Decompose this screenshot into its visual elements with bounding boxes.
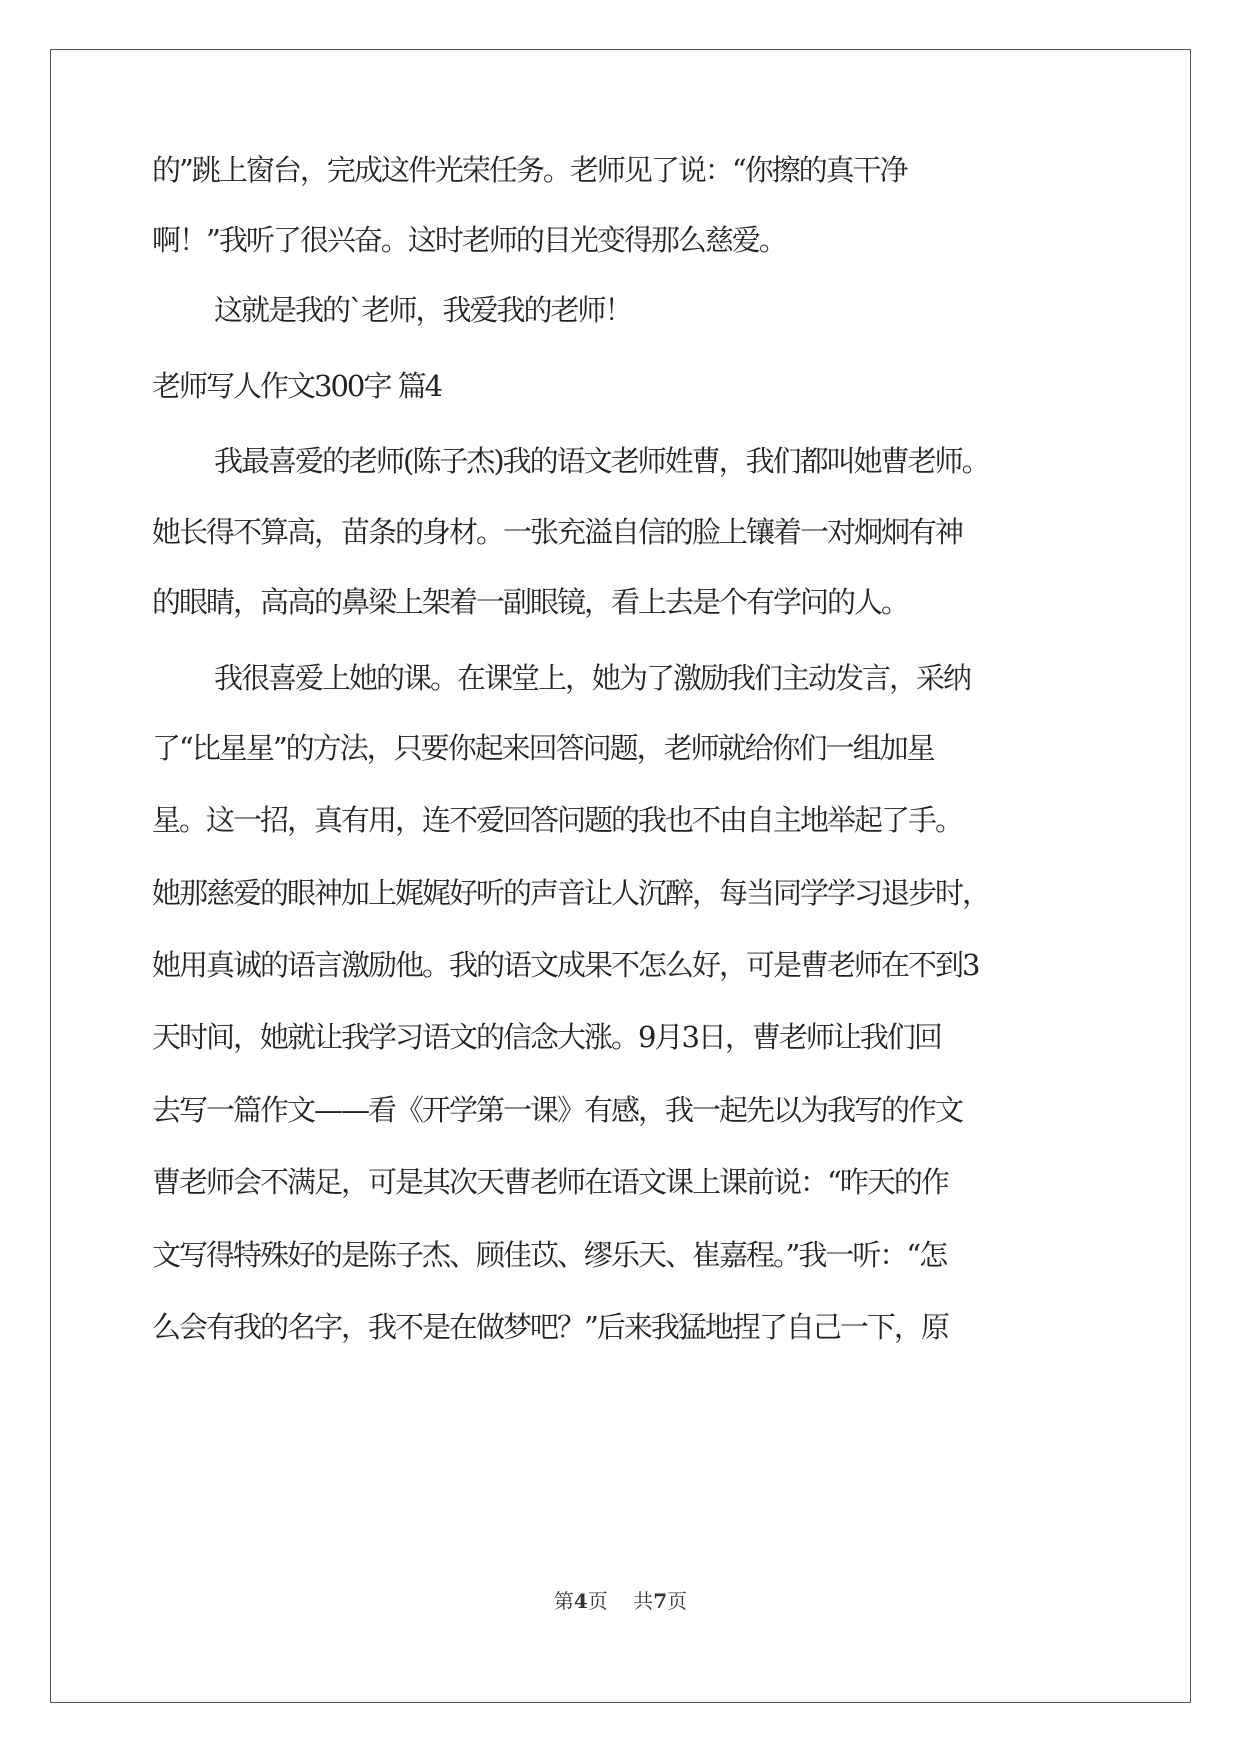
text-line: 我很喜爱上她的课。在课堂上，她为了激励我们主动发言，采纳	[214, 661, 971, 695]
footer-prefix: 第	[553, 1589, 574, 1613]
text-line: 去写一篇作文——看《开学第一课》有感，我一起先以为我写的作文	[152, 1093, 963, 1127]
section-heading: 老师写人作文300字 篇4	[152, 369, 442, 403]
text-line: 星。这一招，真有用，连不爱回答问题的我也不由自主地举起了手。	[152, 803, 963, 837]
text-line: 文写得特殊好的是陈子杰、顾佳苡、缪乐天、崔嘉程。”我一听：“怎	[152, 1238, 947, 1272]
text-line: 曹老师会不满足，可是其次天曹老师在语文课上课前说：“昨天的作	[152, 1165, 948, 1199]
page-footer	[0, 1585, 1241, 1614]
text-line: 么会有我的名字，我不是在做梦吧？”后来我猛地捏了自己一下，原	[152, 1310, 948, 1344]
text-line: 的眼睛，高高的鼻梁上架着一副眼镜，看上去是个有学问的人。	[152, 585, 909, 619]
footer-middle: 页 共	[587, 1589, 654, 1613]
footer-suffix: 页	[667, 1589, 688, 1613]
text-line: 我最喜爱的老师(陈子杰)我的语文老师姓曹，我们都叫她曹老师。	[214, 444, 989, 478]
text-line: 她用真诚的语言激励他。我的语文成果不怎么好，可是曹老师在不到3	[152, 948, 979, 982]
text-line: 这就是我的`老师，我爱我的老师！	[214, 293, 632, 327]
text-line: 了“比星星”的方法，只要你起来回答问题，老师就给你们一组加星	[152, 731, 934, 765]
current-page-number: 4	[573, 1589, 588, 1613]
total-pages-number: 7	[653, 1589, 668, 1613]
text-line: 啊！”我听了很兴奋。这时老师的目光变得那么慈爱。	[152, 223, 786, 257]
text-line: 天时间，她就让我学习语文的信念大涨。9月3日，曹老师让我们回	[152, 1020, 941, 1054]
text-line: 她那慈爱的眼神加上娓娓好听的声音让人沉醉，每当同学学习退步时，	[152, 876, 990, 910]
text-line: 她长得不算高，苗条的身材。一张充溢自信的脸上镶着一对炯炯有神	[152, 515, 963, 549]
text-line: 的”跳上窗台，完成这件光荣任务。老师见了说：“你擦的真干净	[152, 153, 907, 187]
